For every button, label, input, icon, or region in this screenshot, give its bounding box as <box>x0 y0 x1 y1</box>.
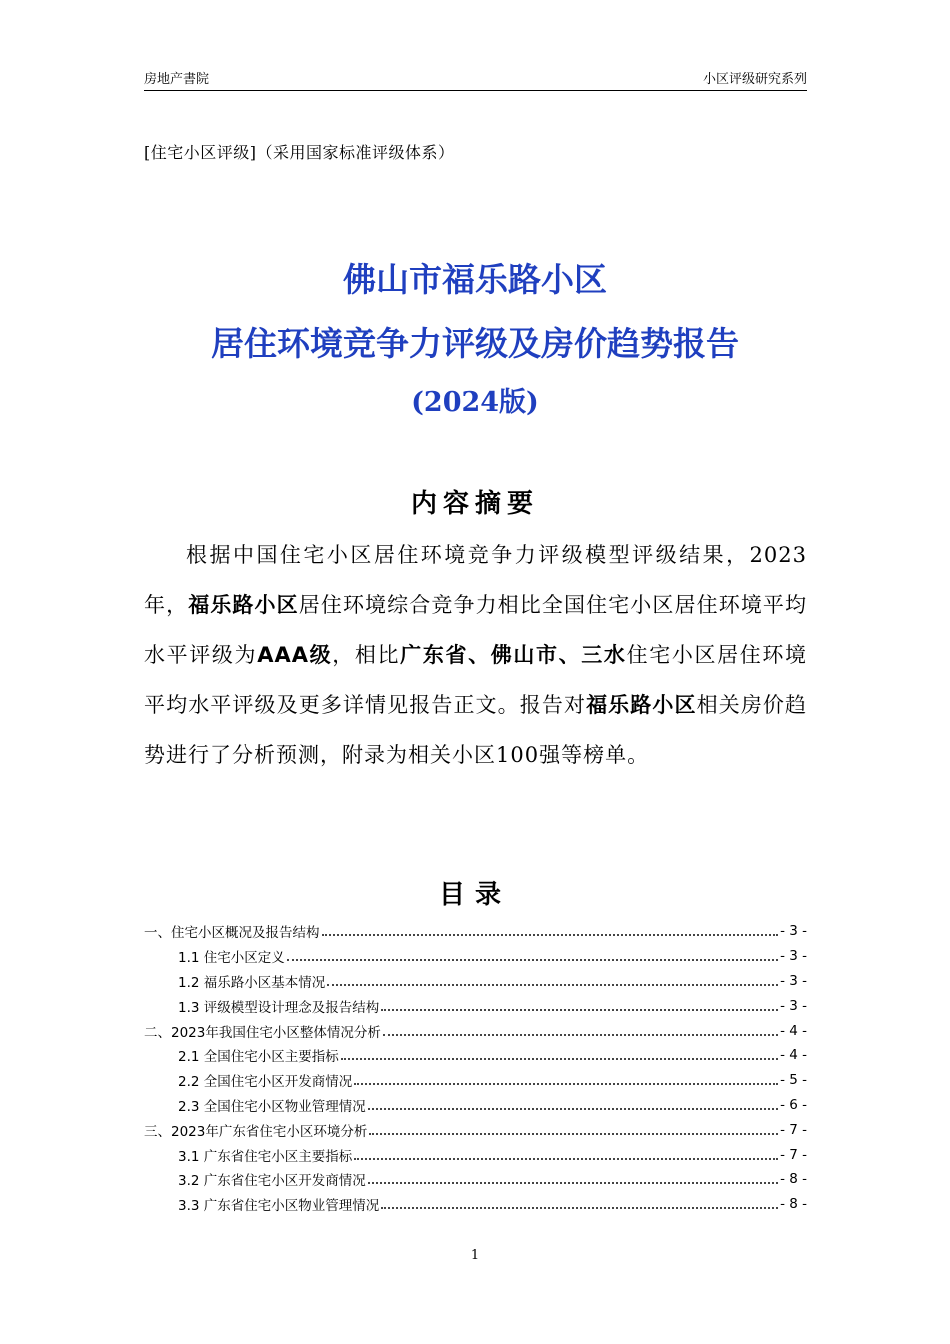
abstract-text: ，相比 <box>332 643 401 667</box>
toc-leader-dots <box>383 1034 778 1036</box>
toc-entry[interactable] <box>144 993 807 1018</box>
report-edition: (2024版) <box>411 387 539 418</box>
abstract-heading: 内容摘要 <box>410 489 539 519</box>
toc-entry-page: - 3 - <box>780 948 807 965</box>
header-series: 小区评级研究系列 <box>702 72 807 87</box>
toc-entry-title: 二、2023年我国住宅小区整体情况分析 <box>144 1024 381 1041</box>
toc-entry-title: 2.2 全国住宅小区开发商情况 <box>178 1074 353 1091</box>
toc-entry-page: - 3 - <box>780 923 807 940</box>
toc-leader-dots <box>341 1058 778 1060</box>
toc-entry-page: - 8 - <box>780 1196 807 1213</box>
abstract-text: 居住环境综合竞争力相比全国住宅小区居住环境平均水平评级为 <box>144 593 808 667</box>
toc-entry-title: 3.1 广东省住宅小区主要指标 <box>178 1148 353 1165</box>
toc-entry[interactable] <box>144 1117 807 1142</box>
toc-entry[interactable] <box>144 944 807 969</box>
toc-entry[interactable] <box>144 1192 807 1217</box>
toc-entry-page: - 4 - <box>780 1047 807 1064</box>
toc-entry-title: 2.1 全国住宅小区主要指标 <box>178 1049 339 1066</box>
toc-entry-page: - 8 - <box>780 1171 807 1188</box>
toc-leader-dots <box>327 984 778 986</box>
toc-entry-title: 三、2023年广东省住宅小区环境分析 <box>144 1123 368 1140</box>
abstract-text: 住宅小区居住环境平均水平评级及更多详情见报告正文。报告对 <box>144 643 808 717</box>
toc-leader-dots <box>287 959 778 961</box>
toc-entry-page: - 7 - <box>780 1146 807 1163</box>
toc-entry[interactable] <box>144 1018 807 1043</box>
toc-entry[interactable] <box>144 1093 807 1118</box>
toc-entry[interactable] <box>144 969 807 994</box>
abstract-emphasis: 广东省、佛山市、三水 <box>400 643 627 667</box>
toc-entry[interactable] <box>144 1142 807 1167</box>
toc-leader-dots <box>354 1083 778 1085</box>
toc-leader-dots <box>368 1108 778 1110</box>
toc-entry-page: - 3 - <box>780 972 807 989</box>
toc-entry-page: - 5 - <box>780 1072 807 1089</box>
abstract-text: 相关房价趋势进行了分析预测，附录为相关小区100强等榜单。 <box>144 693 808 767</box>
table-of-contents <box>144 919 807 1217</box>
toc-leader-dots <box>381 1009 778 1011</box>
toc-entry-title: 2.3 全国住宅小区物业管理情况 <box>178 1098 366 1115</box>
toc-leader-dots <box>381 1207 778 1209</box>
toc-entry-page: - 6 - <box>780 1096 807 1113</box>
toc-entry[interactable] <box>144 1167 807 1192</box>
toc-entry-title: 1.2 福乐路小区基本情况 <box>178 974 326 991</box>
abstract-emphasis: 福乐路小区 <box>188 593 299 617</box>
toc-entry-title: 一、住宅小区概况及报告结构 <box>144 925 320 942</box>
toc-entry-page: - 7 - <box>780 1121 807 1138</box>
document-category-label: [住宅小区评级]（采用国家标准评级体系） <box>144 143 455 162</box>
toc-entry-title: 1.3 评级模型设计理念及报告结构 <box>178 999 380 1016</box>
toc-leader-dots <box>354 1158 778 1160</box>
toc-entry-title: 3.2 广东省住宅小区开发商情况 <box>178 1173 366 1190</box>
toc-entry[interactable] <box>144 919 807 944</box>
report-title-line-2: 居住环境竞争力评级及房价趋势报告 <box>211 324 739 363</box>
header-publisher: 房地产書院 <box>144 72 210 87</box>
toc-leader-dots <box>369 1133 778 1135</box>
page-number: 1 <box>470 1248 480 1263</box>
toc-entry-title: 1.1 住宅小区定义 <box>178 950 285 967</box>
report-title-line-1: 佛山市福乐路小区 <box>343 260 607 299</box>
abstract-text: 根据中国住宅小区居住环境竞争力评级模型评级结果，2023年， <box>144 543 807 617</box>
toc-entry[interactable] <box>144 1043 807 1068</box>
toc-leader-dots <box>368 1182 778 1184</box>
toc-entry-title: 3.3 广东省住宅小区物业管理情况 <box>178 1198 380 1215</box>
toc-entry-page: - 3 - <box>780 997 807 1014</box>
abstract-emphasis: AAA级 <box>257 643 333 667</box>
page-header <box>144 66 807 91</box>
toc-heading: 目录 <box>438 880 511 910</box>
toc-leader-dots <box>322 934 779 936</box>
toc-entry[interactable] <box>144 1068 807 1093</box>
abstract-emphasis: 福乐路小区 <box>586 693 697 717</box>
abstract-paragraph <box>144 530 807 780</box>
toc-entry-page: - 4 - <box>780 1022 807 1039</box>
